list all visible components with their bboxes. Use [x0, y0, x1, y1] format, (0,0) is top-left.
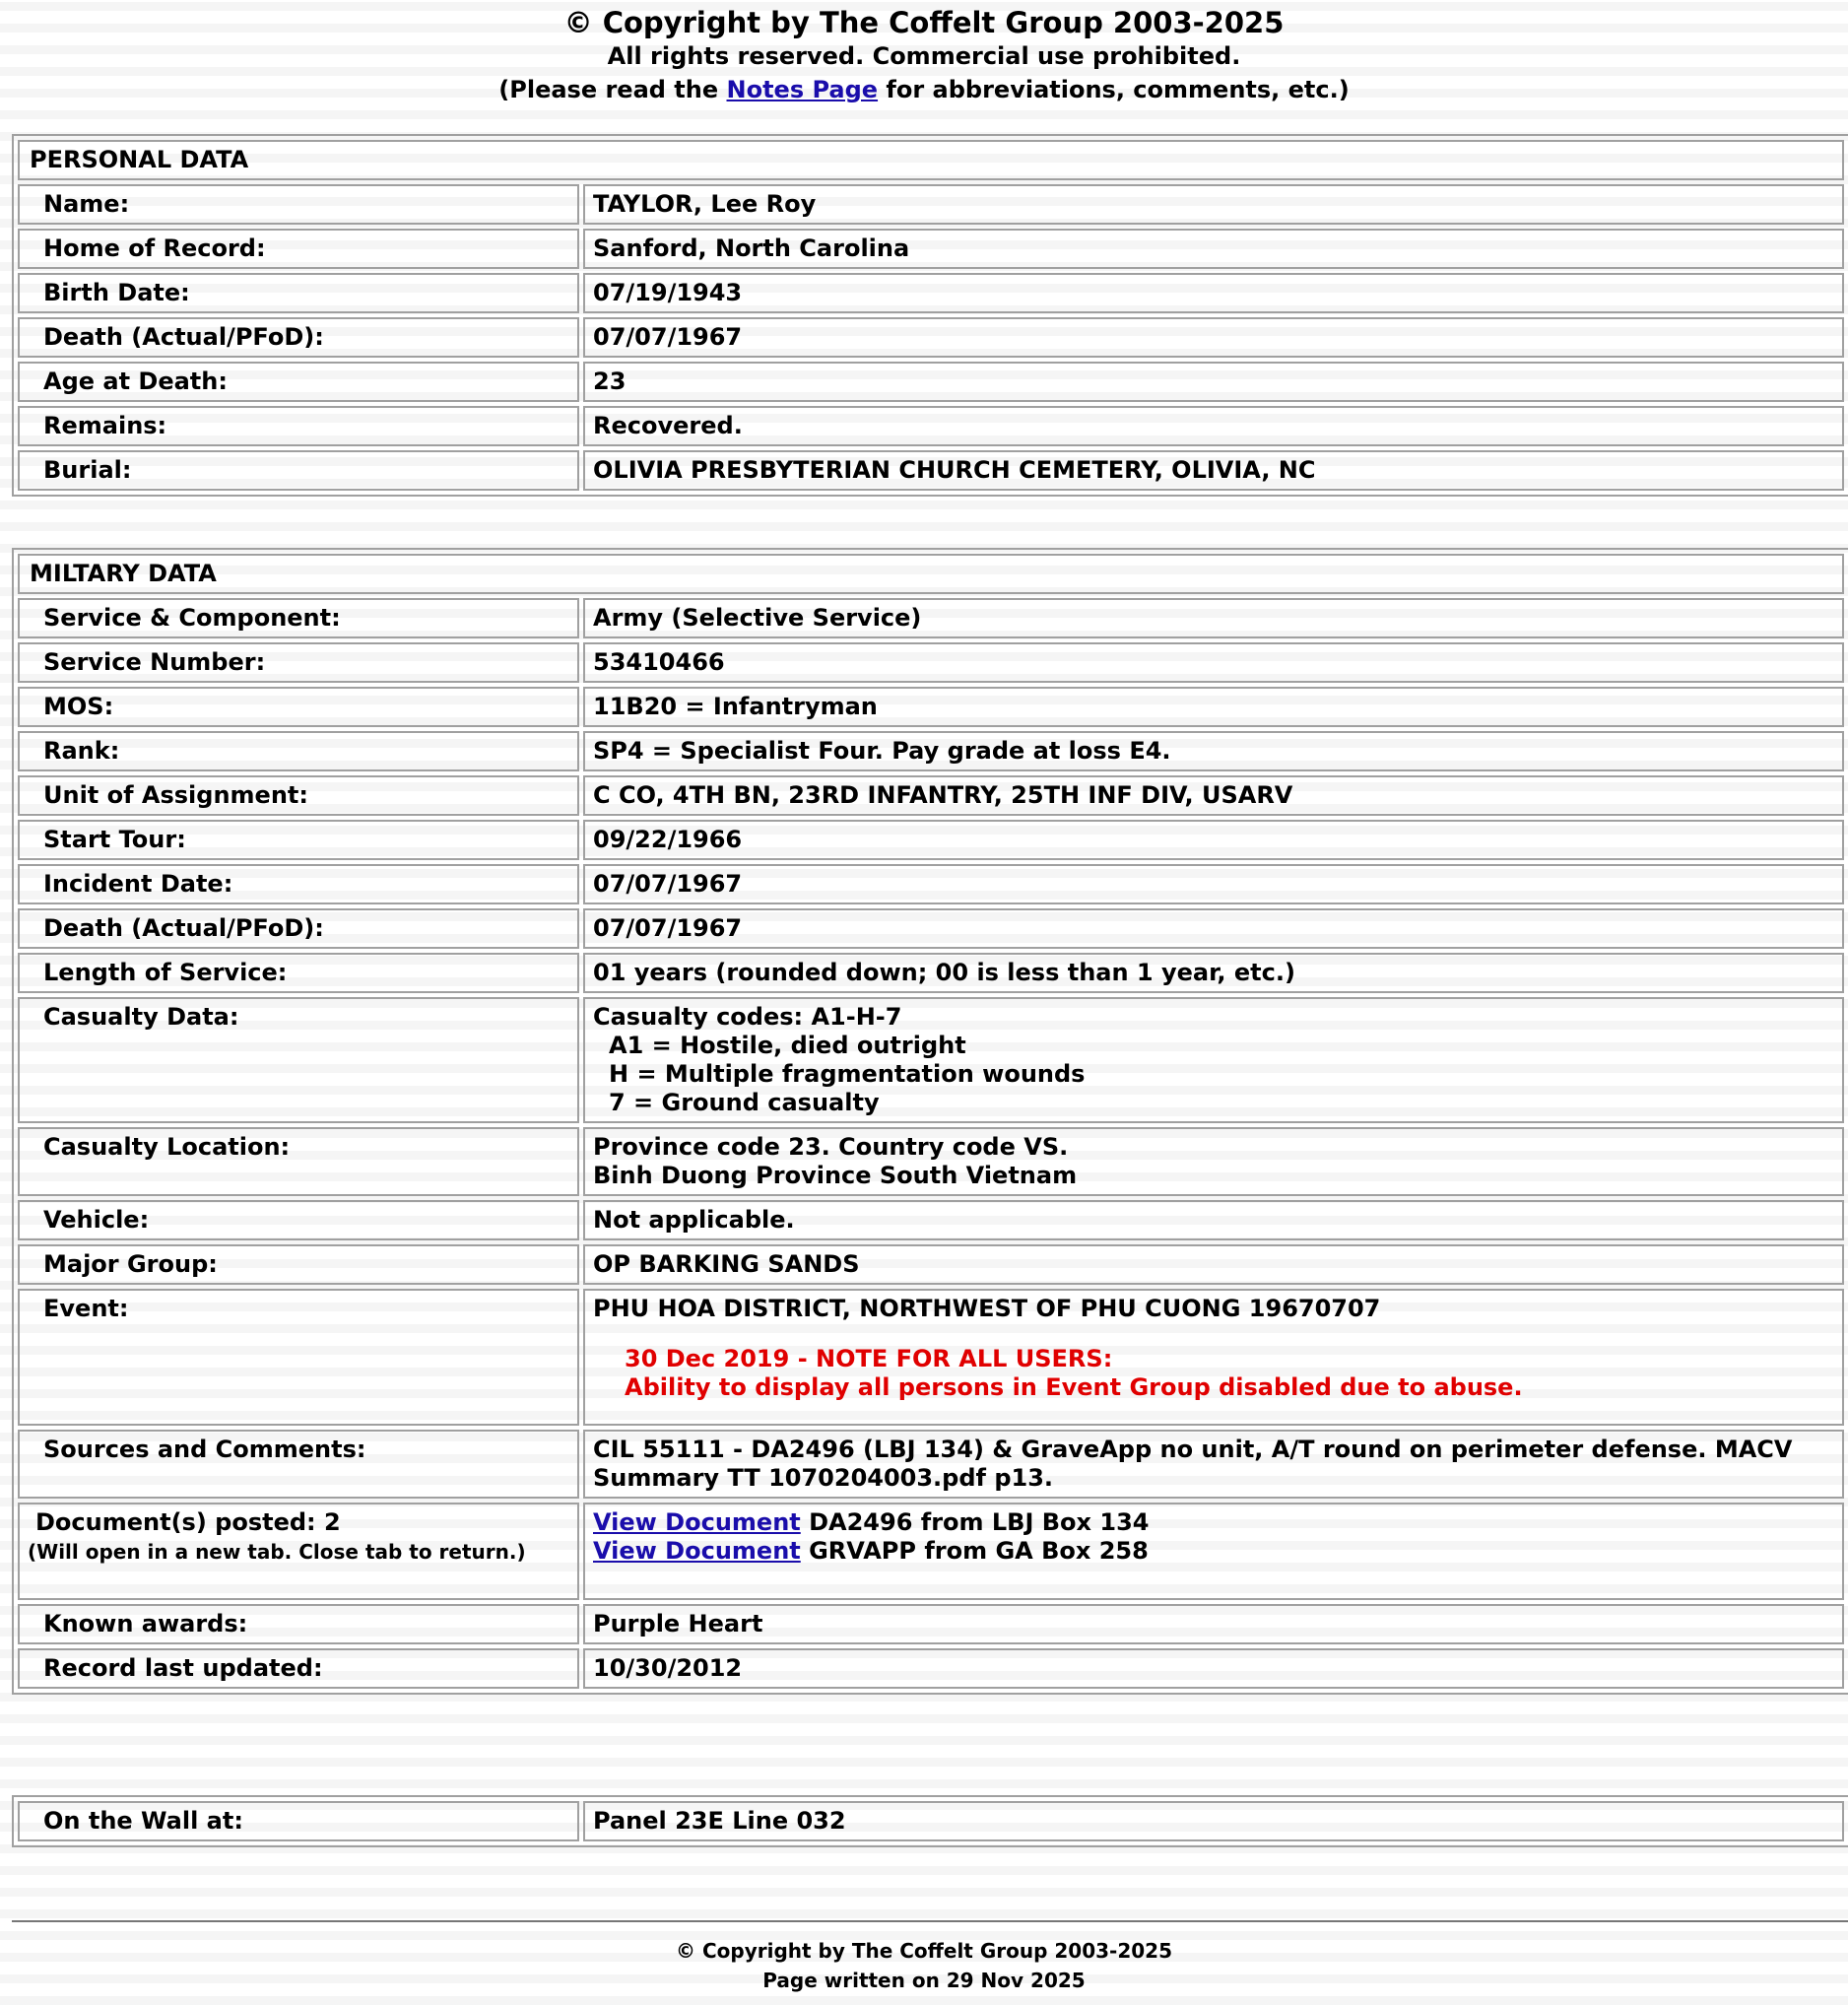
row-label: Casualty Location: [18, 1127, 579, 1196]
table-row [18, 731, 1844, 771]
row-value: OP BARKING SANDS [583, 1244, 1844, 1285]
casualty-location-cell [583, 1127, 1844, 1196]
table-row [18, 1430, 1844, 1499]
view-document-link[interactable]: View Document [593, 1537, 801, 1565]
documents-label: Document(s) posted: 2 [35, 1508, 341, 1536]
row-label: Start Tour: [18, 820, 579, 860]
row-label: Death (Actual/PFoD): [18, 908, 579, 949]
table-row [18, 1648, 1844, 1689]
table-row [18, 687, 1844, 727]
table-row [18, 1289, 1844, 1426]
location-line1: Province code 23. Country code VS. [593, 1133, 1069, 1161]
row-value: Panel 23E Line 032 [583, 1801, 1844, 1841]
table-row [18, 1244, 1844, 1285]
header-rights: All rights reserved. Commercial use prohibited. [607, 42, 1241, 70]
table-row [18, 450, 1844, 491]
documents-cell [583, 1503, 1844, 1600]
table-row [18, 908, 1844, 949]
row-label: Event: [18, 1289, 579, 1426]
table-row [18, 642, 1844, 683]
footer-copyright: © Copyright by The Coffelt Group 2003-2025 [676, 1939, 1172, 1963]
casualty-codes: Casualty codes: A1-H-7 [593, 1003, 902, 1031]
row-value: 09/22/1966 [583, 820, 1844, 860]
row-label: Remains: [18, 406, 579, 446]
row-label: Length of Service: [18, 953, 579, 993]
row-value: CIL 55111 - DA2496 (LBJ 134) & GraveApp no unit, A/T round on perimeter defense. MACV Summary TT 1070204003.pdf p13. [583, 1430, 1844, 1499]
event-value: PHU HOA DISTRICT, NORTHWEST OF PHU CUONG 19670707 [593, 1295, 1381, 1322]
table-row [18, 1801, 1844, 1841]
table-row [18, 184, 1844, 225]
table-row [18, 1604, 1844, 1644]
row-value: Not applicable. [583, 1200, 1844, 1240]
row-label: Home of Record: [18, 229, 579, 269]
table-row [18, 1503, 1844, 1600]
row-label: Sources and Comments: [18, 1430, 579, 1499]
row-label: On the Wall at: [18, 1801, 579, 1841]
row-label: Death (Actual/PFoD): [18, 317, 579, 358]
row-value: SP4 = Specialist Four. Pay grade at loss E4. [583, 731, 1844, 771]
row-value: 10/30/2012 [583, 1648, 1844, 1689]
document-description: DA2496 from LBJ Box 134 [800, 1508, 1150, 1536]
row-label: Burial: [18, 450, 579, 491]
military-data-table [12, 548, 1848, 1695]
row-label: Casualty Data: [18, 997, 579, 1123]
row-value: Army (Selective Service) [583, 598, 1844, 638]
row-label: Major Group: [18, 1244, 579, 1285]
row-value: Sanford, North Carolina [583, 229, 1844, 269]
section-title: PERSONAL DATA [18, 140, 1844, 180]
documents-sublabel: (Will open in a new tab. Close tab to return.) [28, 1540, 526, 1564]
row-label: Rank: [18, 731, 579, 771]
documents-label-cell [18, 1503, 579, 1600]
table-row [18, 229, 1844, 269]
event-cell [583, 1289, 1844, 1426]
row-value: 23 [583, 362, 1844, 402]
row-value: TAYLOR, Lee Roy [583, 184, 1844, 225]
row-value: 07/19/1943 [583, 273, 1844, 313]
table-row [18, 864, 1844, 904]
row-label: Service & Component: [18, 598, 579, 638]
code-a1: A1 = Hostile, died outright [609, 1032, 966, 1059]
wall-table [12, 1795, 1848, 1847]
footer-written: Page written on 29 Nov 2025 [762, 1969, 1086, 1992]
row-label: Unit of Assignment: [18, 775, 579, 816]
row-value: C CO, 4TH BN, 23RD INFANTRY, 25TH INF DIV, USARV [583, 775, 1844, 816]
table-row [18, 1200, 1844, 1240]
event-note-line2: Ability to display all persons in Event Group disabled due to abuse. [625, 1373, 1523, 1401]
row-value: Purple Heart [583, 1604, 1844, 1644]
table-row [18, 820, 1844, 860]
event-note-line1: 30 Dec 2019 - NOTE FOR ALL USERS: [625, 1345, 1113, 1372]
document-description: GRVAPP from GA Box 258 [800, 1537, 1149, 1565]
section-title: MILTARY DATA [18, 554, 1844, 594]
notes-page-link[interactable]: Notes Page [726, 76, 879, 103]
row-label: Known awards: [18, 1604, 579, 1644]
row-label: Vehicle: [18, 1200, 579, 1240]
event-note [593, 1345, 1834, 1402]
row-label: Record last updated: [18, 1648, 579, 1689]
header-copyright: © Copyright by The Coffelt Group 2003-2025 [563, 6, 1285, 39]
table-row [18, 273, 1844, 313]
page-footer [0, 1936, 1848, 1995]
table-row [18, 598, 1844, 638]
code-7: 7 = Ground casualty [609, 1089, 880, 1116]
page-header [0, 0, 1848, 106]
row-value: 53410466 [583, 642, 1844, 683]
row-label: Birth Date: [18, 273, 579, 313]
table-row [18, 953, 1844, 993]
notes-suffix: for abbreviations, comments, etc.) [878, 76, 1350, 103]
table-row [18, 406, 1844, 446]
table-row [18, 317, 1844, 358]
table-row [18, 362, 1844, 402]
table-row [18, 1127, 1844, 1196]
row-value: 07/07/1967 [583, 317, 1844, 358]
row-label: MOS: [18, 687, 579, 727]
footer-divider [12, 1920, 1848, 1922]
row-value: 07/07/1967 [583, 864, 1844, 904]
location-line2: Binh Duong Province South Vietnam [593, 1162, 1078, 1189]
notes-prefix: (Please read the [498, 76, 727, 103]
row-value: 01 years (rounded down; 00 is less than 1 year, etc.) [583, 953, 1844, 993]
casualty-codes-cell [583, 997, 1844, 1123]
code-h: H = Multiple fragmentation wounds [609, 1060, 1086, 1088]
row-label: Age at Death: [18, 362, 579, 402]
row-value: 07/07/1967 [583, 908, 1844, 949]
header-notes [0, 73, 1848, 106]
row-value: Recovered. [583, 406, 1844, 446]
personal-data-table [12, 134, 1848, 497]
table-row [18, 997, 1844, 1123]
row-label: Incident Date: [18, 864, 579, 904]
row-label: Service Number: [18, 642, 579, 683]
row-value: 11B20 = Infantryman [583, 687, 1844, 727]
table-row [18, 775, 1844, 816]
row-label: Name: [18, 184, 579, 225]
view-document-link[interactable]: View Document [593, 1508, 801, 1536]
row-value: OLIVIA PRESBYTERIAN CHURCH CEMETERY, OLIVIA, NC [583, 450, 1844, 491]
